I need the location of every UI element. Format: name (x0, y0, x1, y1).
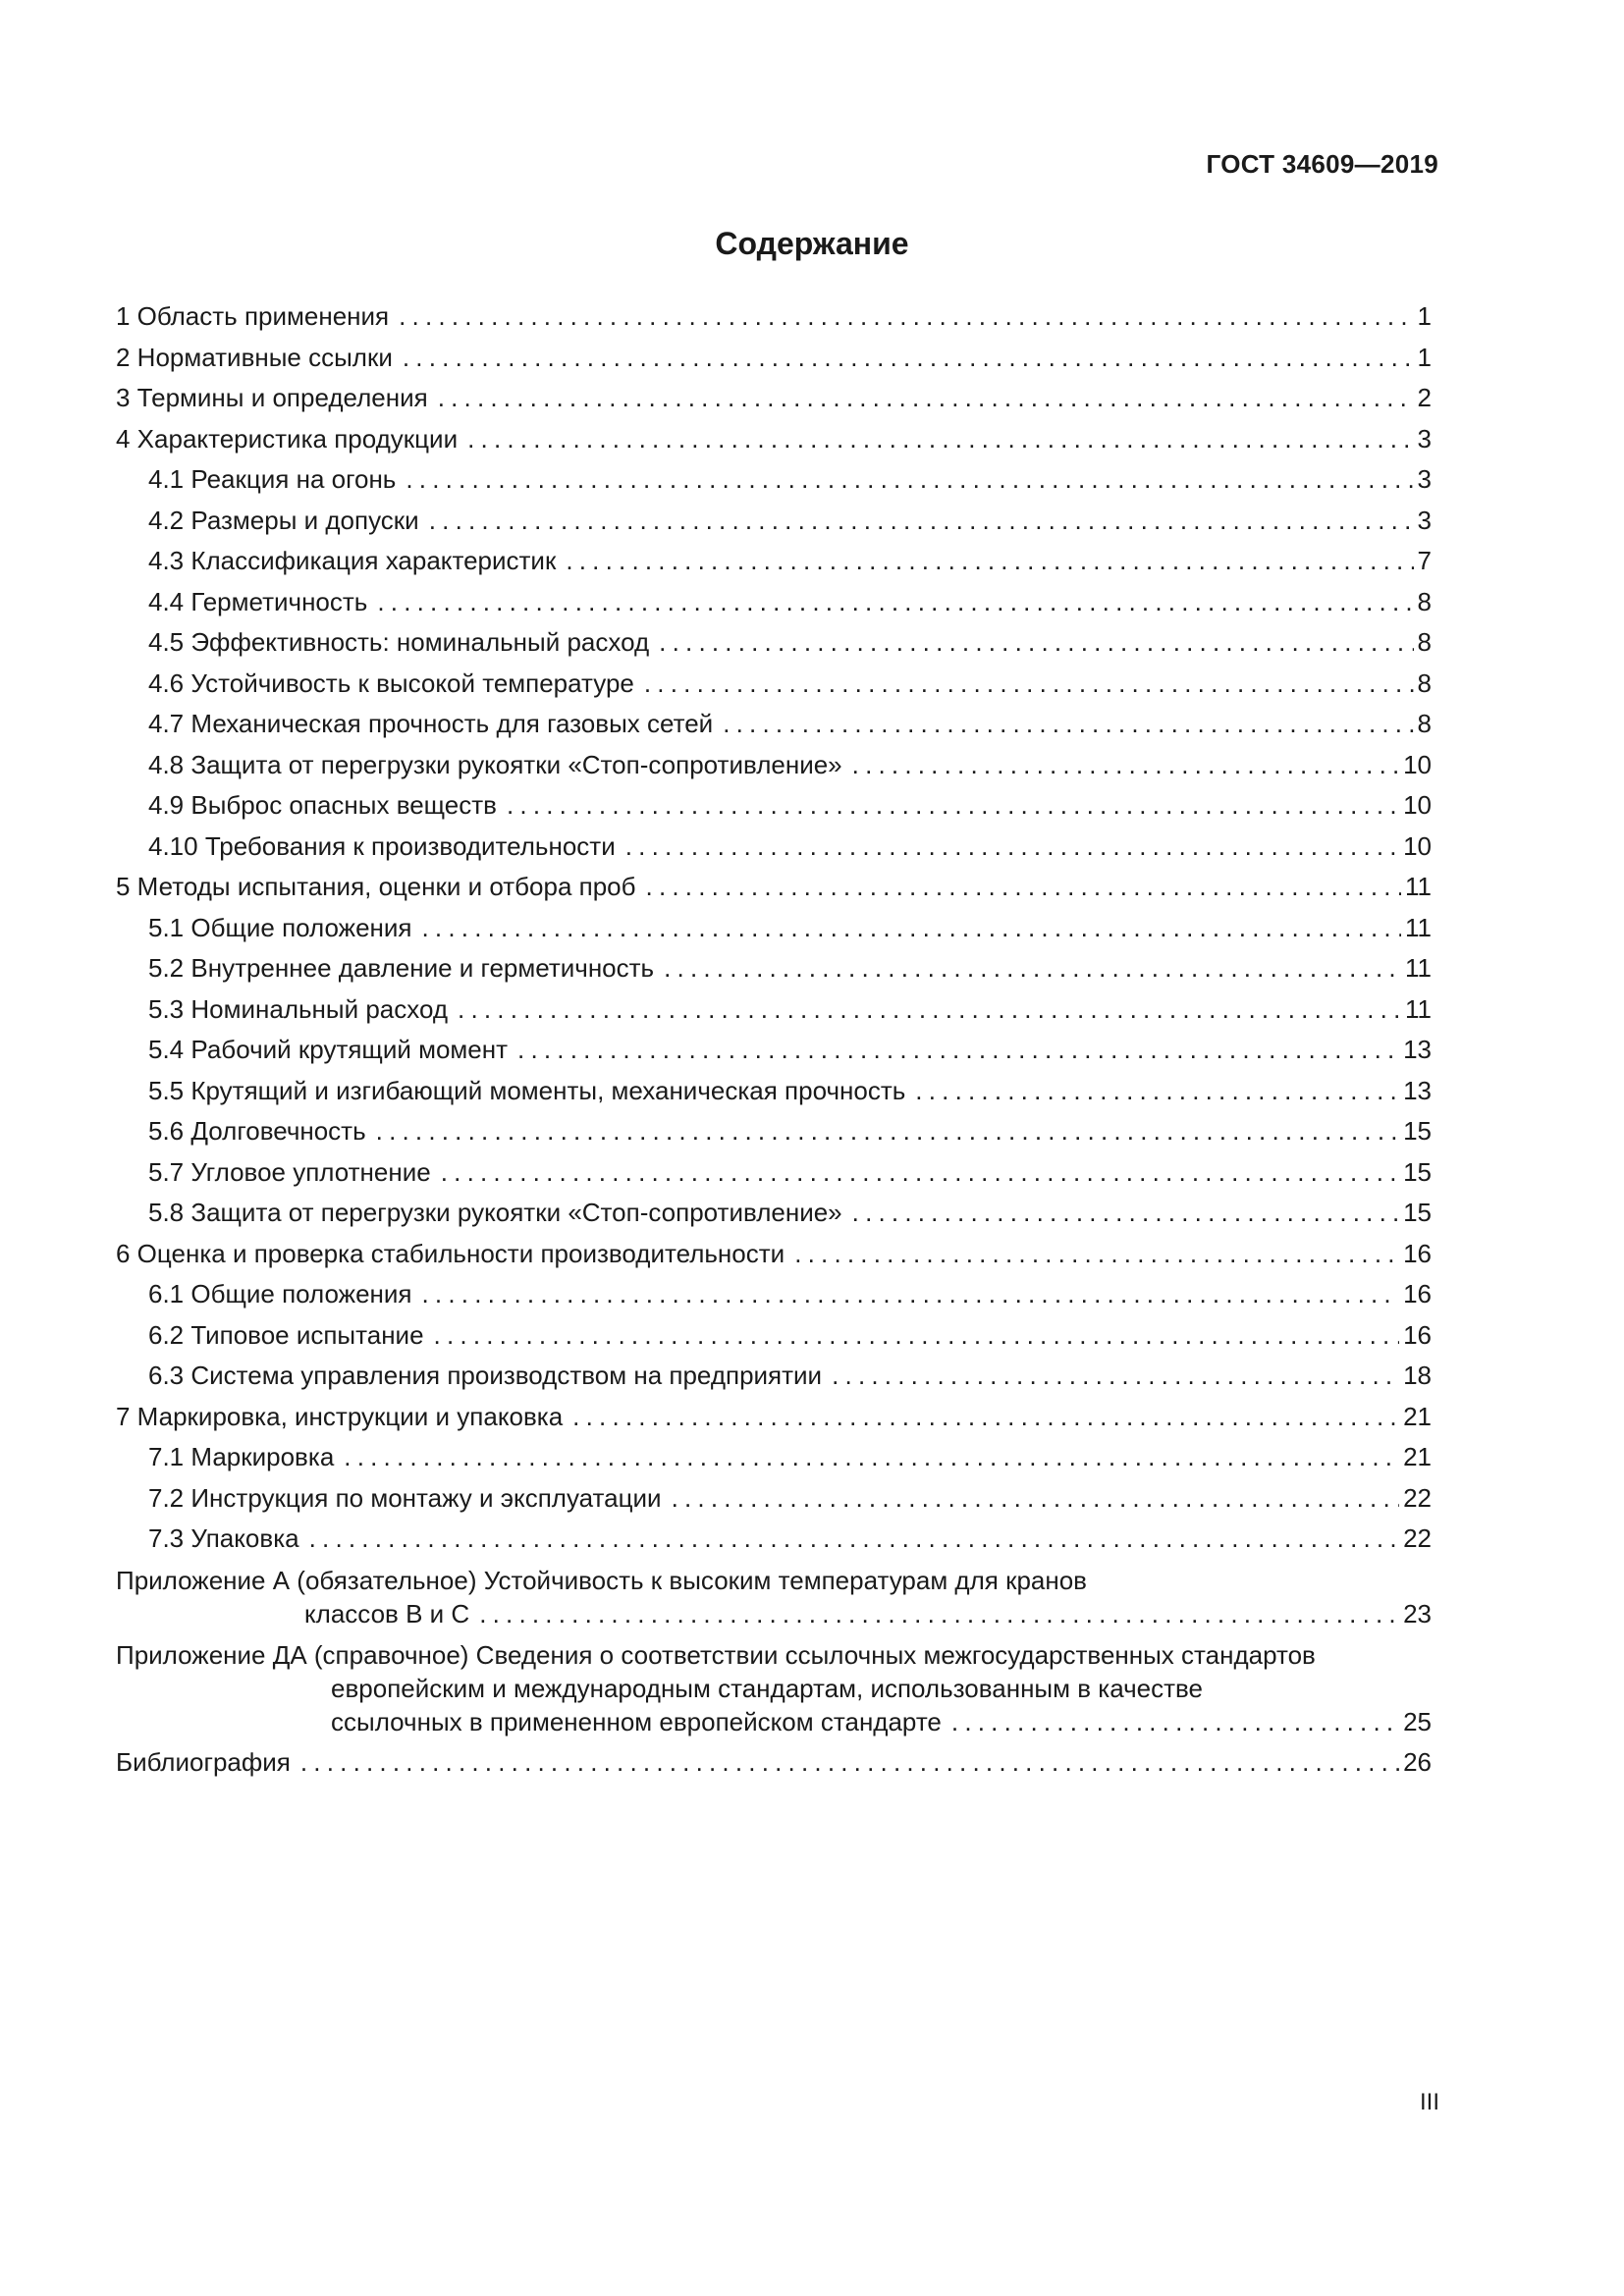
toc-entry-page: 16 (1403, 1279, 1432, 1308)
toc-entry[interactable] (116, 1397, 1432, 1438)
toc-leader-dots (625, 827, 1399, 868)
toc-entry-page: 15 (1403, 1198, 1432, 1227)
toc-entry-label: ссылочных в примененном европейском стандарте (331, 1706, 942, 1736)
toc-entry-label: классов В и С (304, 1598, 470, 1629)
toc-entry-label: 5.5 Крутящий и изгибающий моменты, механическая прочность (148, 1075, 906, 1105)
toc-entry[interactable] (116, 419, 1432, 460)
toc-entry[interactable] (116, 1193, 1432, 1234)
toc-entry-page: 2 (1417, 383, 1432, 412)
toc-leader-dots (434, 1315, 1400, 1357)
toc-entry[interactable] (116, 908, 1432, 949)
toc-entry[interactable] (116, 459, 1432, 501)
toc-entry-page: 21 (1403, 1442, 1432, 1471)
toc-entry-label: 6.2 Типовое испытание (148, 1319, 424, 1350)
toc-leader-dots (422, 908, 1402, 949)
toc-entry-label: европейским и международным стандартам, использованным в качестве (331, 1673, 1203, 1703)
toc-entry[interactable] (116, 1274, 1432, 1315)
toc-entry[interactable] (116, 1234, 1432, 1275)
toc-entry[interactable] (116, 1152, 1432, 1194)
document-code: ГОСТ 34609—2019 (1206, 149, 1438, 179)
toc-entry-label: 3 Термины и определения (116, 383, 428, 412)
toc-entry[interactable] (116, 867, 1432, 908)
toc-leader-dots (376, 1111, 1399, 1152)
toc-entry-page: 13 (1403, 1035, 1432, 1064)
toc-leader-dots (467, 419, 1413, 460)
toc-entry-page: 3 (1417, 423, 1432, 454)
toc-entry[interactable] (116, 1356, 1432, 1397)
toc-leader-dots (672, 1478, 1400, 1520)
toc-entry-label: 5 Методы испытания, оценки и отбора проб (116, 872, 636, 901)
toc-leader-dots (300, 1742, 1399, 1784)
toc-leader-dots (664, 948, 1401, 989)
toc-entry-label: 7.1 Маркировка (148, 1442, 335, 1471)
toc-entry[interactable] (116, 745, 1432, 786)
toc-leader-dots (458, 989, 1401, 1031)
toc-entry-page: 8 (1417, 586, 1432, 616)
toc-entries (116, 296, 1432, 1560)
toc-entry-page: 10 (1403, 790, 1432, 820)
table-of-contents (116, 296, 1432, 1783)
toc-entry-page: 3 (1417, 505, 1432, 535)
toc-leader-dots (441, 1152, 1399, 1194)
toc-leader-dots (659, 622, 1413, 664)
toc-entry-page: 7 (1417, 546, 1432, 575)
toc-entry-label: 5.1 Общие положения (148, 912, 412, 942)
toc-entry-label: 4.6 Устойчивость к высокой температуре (148, 667, 634, 698)
toc-entry-label: 4.8 Защита от перегрузки рукоятки «Стоп-сопротивление» (148, 749, 842, 779)
toc-entry-label: 5.4 Рабочий крутящий момент (148, 1035, 509, 1064)
toc-entry-label: 4.2 Размеры и допуски (148, 505, 419, 535)
toc-entry-label: 4.3 Классификация характеристик (148, 546, 557, 575)
toc-entry-page: 23 (1403, 1598, 1432, 1629)
toc-entry-page: 11 (1405, 912, 1432, 942)
toc-entry[interactable] (116, 664, 1432, 705)
toc-entry-label: Приложение А (обязательное) Устойчивость к высоким температурам для кранов (116, 1565, 1087, 1595)
toc-entry-page: 8 (1417, 627, 1432, 657)
toc-entry-page: 11 (1405, 872, 1432, 901)
toc-entry[interactable] (116, 1437, 1432, 1478)
toc-entry-page: 21 (1403, 1401, 1432, 1431)
toc-entry-label: 4.7 Механическая прочность для газовых сетей (148, 709, 714, 738)
toc-entry-page: 15 (1403, 1116, 1432, 1146)
toc-entry-label: 4.4 Герметичность (148, 586, 368, 616)
toc-entry-page: 22 (1403, 1482, 1432, 1513)
toc-entry-page: 10 (1403, 830, 1432, 861)
toc-entry-label: 5.8 Защита от перегрузки рукоятки «Стоп-сопротивление» (148, 1198, 842, 1227)
toc-leader-dots (794, 1234, 1399, 1275)
toc-entry-annex-da[interactable] (116, 1634, 1432, 1742)
toc-entry[interactable] (116, 501, 1432, 542)
toc-entry-label: 1 Область применения (116, 301, 390, 331)
toc-entry-label: 6.3 Система управления производством на предприятии (148, 1361, 823, 1390)
toc-entry[interactable] (116, 1071, 1432, 1112)
toc-leader-dots (723, 704, 1413, 745)
toc-entry-annex-a[interactable] (116, 1560, 1432, 1634)
toc-entry[interactable] (116, 704, 1432, 745)
toc-entry-bibliography[interactable] (116, 1742, 1432, 1784)
toc-entry-label: 4.10 Требования к производительности (148, 830, 616, 861)
toc-entry-page: 16 (1403, 1319, 1432, 1350)
toc-entry-page: 11 (1405, 993, 1432, 1024)
toc-entry[interactable] (116, 827, 1432, 868)
toc-entry-page: 11 (1405, 953, 1432, 983)
toc-entry-page: 22 (1403, 1523, 1432, 1553)
toc-leader-dots (422, 1274, 1400, 1315)
toc-entry-page: 26 (1403, 1746, 1432, 1777)
toc-leader-dots (951, 1705, 1399, 1738)
toc-entry-label: 6.1 Общие положения (148, 1279, 412, 1308)
toc-leader-dots (852, 1193, 1399, 1234)
toc-entry-label: 4 Характеристика продукции (116, 423, 459, 454)
toc-leader-dots (646, 867, 1401, 908)
toc-leader-dots (517, 1030, 1399, 1071)
toc-entry[interactable] (116, 948, 1432, 989)
toc-entry-page: 3 (1417, 464, 1432, 494)
toc-leader-dots (406, 459, 1413, 501)
toc-entry-page: 8 (1417, 667, 1432, 698)
toc-leader-dots (852, 745, 1399, 786)
toc-entry-label: 7.3 Упаковка (148, 1523, 299, 1553)
toc-leader-dots (344, 1437, 1399, 1478)
toc-entry-label: Приложение ДА (справочное) Сведения о соответствии ссылочных межгосударственных стандартов (116, 1639, 1316, 1670)
toc-entry-page: 1 (1417, 342, 1432, 372)
toc-title: Содержание (715, 226, 909, 261)
toc-leader-dots (915, 1071, 1399, 1112)
toc-entry-page: 16 (1403, 1238, 1432, 1268)
toc-entry-label: 2 Нормативные ссылки (116, 342, 393, 372)
toc-leader-dots (572, 1397, 1399, 1438)
toc-entry[interactable] (116, 1030, 1432, 1071)
toc-entry[interactable] (116, 582, 1432, 623)
toc-leader-dots (403, 338, 1414, 379)
toc-entry-label: 4.1 Реакция на огонь (148, 464, 397, 494)
toc-entry-page: 25 (1403, 1706, 1432, 1736)
toc-leader-dots (507, 785, 1399, 827)
toc-entry[interactable] (116, 1478, 1432, 1520)
toc-leader-dots (399, 296, 1413, 338)
toc-entry-page: 10 (1403, 749, 1432, 779)
toc-entry-label: 7.2 Инструкция по монтажу и эксплуатации (148, 1482, 662, 1513)
toc-entry[interactable] (116, 1111, 1432, 1152)
toc-entry-label: 4.9 Выброс опасных веществ (148, 790, 497, 820)
toc-entry[interactable] (116, 989, 1432, 1031)
toc-entry-label: 6 Оценка и проверка стабильности производительности (116, 1238, 785, 1268)
toc-entry[interactable] (116, 785, 1432, 827)
toc-entry[interactable] (116, 338, 1432, 379)
toc-leader-dots (438, 378, 1414, 419)
toc-entry-label: 5.3 Номинальный расход (148, 993, 449, 1024)
toc-leader-dots (644, 664, 1414, 705)
toc-entry-label: 5.6 Долговечность (148, 1116, 366, 1146)
toc-leader-dots (429, 501, 1414, 542)
toc-entry-label: Библиография (116, 1746, 291, 1777)
toc-leader-dots (309, 1519, 1399, 1560)
page-folio: III (1419, 2089, 1439, 2115)
toc-entry-page: 18 (1403, 1361, 1432, 1390)
toc-entry[interactable] (116, 296, 1432, 338)
toc-entry-label: 4.5 Эффективность: номинальный расход (148, 627, 650, 657)
toc-entry-page: 15 (1403, 1156, 1432, 1187)
toc-entry-page: 13 (1403, 1075, 1432, 1105)
toc-entry-page: 8 (1417, 709, 1432, 738)
toc-leader-dots (566, 541, 1413, 582)
toc-entry[interactable] (116, 1519, 1432, 1560)
toc-leader-dots (479, 1597, 1399, 1630)
toc-entry-label: 5.2 Внутреннее давление и герметичность (148, 953, 655, 983)
toc-entry-label: 7 Маркировка, инструкции и упаковка (116, 1401, 564, 1431)
toc-entry-page: 1 (1417, 301, 1432, 331)
toc-leader-dots (832, 1356, 1399, 1397)
toc-entry[interactable] (116, 541, 1432, 582)
toc-leader-dots (377, 582, 1413, 623)
toc-entry[interactable] (116, 622, 1432, 664)
toc-entry[interactable] (116, 1315, 1432, 1357)
toc-entry-label: 5.7 Угловое уплотнение (148, 1156, 431, 1187)
toc-entry[interactable] (116, 378, 1432, 419)
